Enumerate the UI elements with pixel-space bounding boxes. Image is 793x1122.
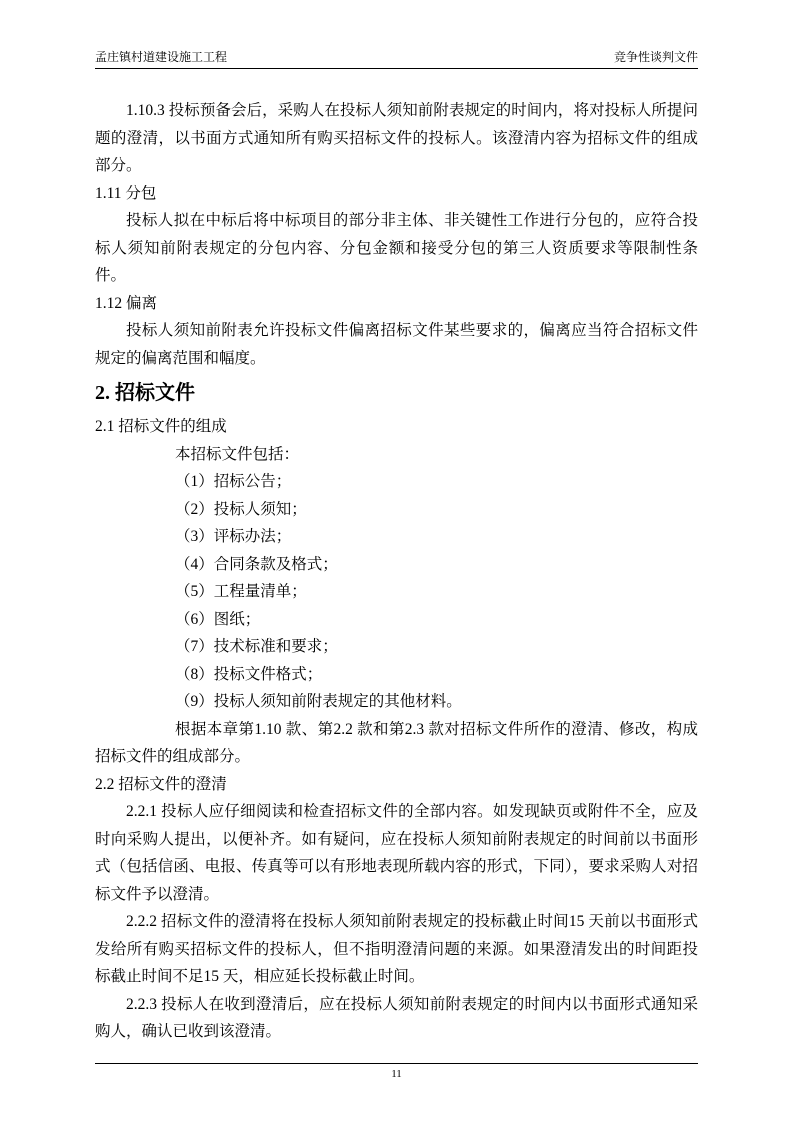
paragraph-1-11-body: 投标人拟在中标后将中标项目的部分非主体、非关键性工作进行分包的，应符合投标人须知前附表规定的分包内容、分包金额和接受分包的第三人资质要求等限制性条件。	[95, 212, 698, 284]
section-title-2-1: 2.1 招标文件的组成	[95, 418, 227, 435]
list-intro: 本招标文件包括：	[175, 445, 300, 463]
page-footer	[95, 1063, 698, 1081]
header-left-title: 孟庄镇村道建设施工工程	[95, 50, 228, 64]
list-item-5: （5）工程量清单；	[175, 583, 307, 600]
paragraph-1-10-3: 1.10.3 投标预备会后，采购人在投标人须知前附表规定的时间内，将对投标人所提问题的澄清，以书面方式通知所有购买招标文件的投标人。该澄清内容为招标文件的组成部分。	[95, 102, 698, 174]
chapter-heading-2: 2. 招标文件	[95, 382, 195, 404]
list-item-3: （3）评标办法；	[175, 528, 292, 545]
paragraph-composition-note: 根据本章第1.10 款、第2.2 款和第2.3 款对招标文件所作的澄清、修改，构成招标文件的组成部分。	[95, 720, 698, 765]
page-number: 11	[391, 1068, 402, 1080]
section-title-1-12: 1.12 偏离	[95, 294, 158, 312]
paragraph-2-2-1: 2.2.1 投标人应仔细阅读和检查招标文件的全部内容。如发现缺页或附件不全，应及时向采购人提出，以便补齐。如有疑问，应在投标人须知前附表规定的时间前以书面形式（包括信函、电报、传真等可以有形地表现所载内容的形式，下同），要求采购人对招标文件予以澄清。	[95, 803, 698, 903]
paragraph-2-2-2: 2.2.2 招标文件的澄清将在投标人须知前附表规定的投标截止时间15 天前以书面形式发给所有购买招标文件的投标人，但不指明澄清问题的来源。如果澄清发出的时间距投标截止时间不足15 天，相应延长投标截止时间。	[95, 913, 698, 985]
list-item-4: （4）合同条款及格式；	[175, 555, 338, 573]
list-item-8: （8）投标文件格式；	[175, 665, 323, 683]
list-item-6: （6）图纸；	[175, 610, 261, 628]
list-item-2: （2）投标人须知；	[175, 500, 307, 518]
list-item-7: （7）技术标准和要求；	[175, 638, 338, 655]
list-item-1: （1）招标公告；	[175, 473, 292, 490]
section-title-1-11: 1.11 分包	[95, 184, 157, 202]
page-header	[95, 50, 698, 69]
header-right-title: 竞争性谈判文件	[613, 50, 698, 64]
paragraph-2-2-3: 2.2.3 投标人在收到澄清后，应在投标人须知前附表规定的时间内以书面形式通知采购人，确认已收到该澄清。	[95, 995, 698, 1040]
list-item-9: （9）投标人须知前附表规定的其他材料。	[175, 693, 462, 710]
section-title-2-2: 2.2 招标文件的澄清	[95, 775, 227, 793]
document-body	[95, 97, 698, 1046]
paragraph-1-12-body: 投标人须知前附表允许投标文件偏离招标文件某些要求的，偏离应当符合招标文件规定的偏离范围和幅度。	[95, 322, 698, 367]
